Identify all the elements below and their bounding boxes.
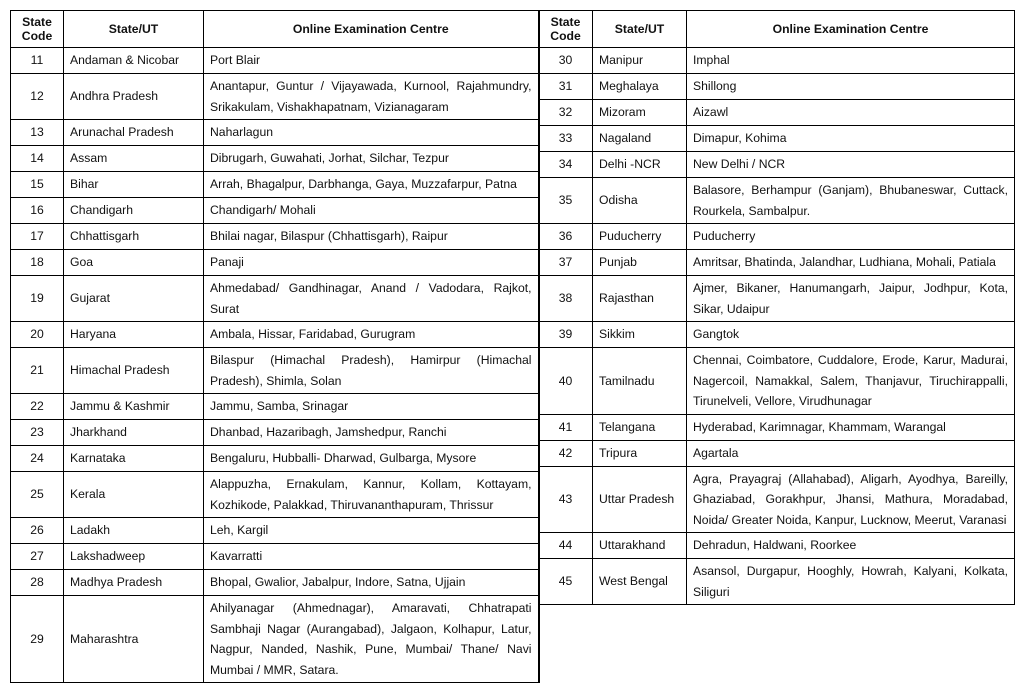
table-row [11, 544, 539, 570]
exam-centre-cell: Puducherry [687, 224, 1015, 250]
exam-centre-cell: Balasore, Berhampur (Ganjam), Bhubaneswar, Cuttack, Rourkela, Sambalpur. [687, 178, 1015, 224]
state-code-cell: 12 [11, 74, 64, 120]
table-row [11, 446, 539, 472]
state-code-cell: 25 [11, 472, 64, 518]
table-body-right [539, 48, 1015, 605]
state-code-cell: 26 [11, 518, 64, 544]
exam-centre-cell: Panaji [204, 250, 539, 276]
exam-centre-cell: Shillong [687, 74, 1015, 100]
state-code-cell: 14 [11, 146, 64, 172]
state-name-cell: Bihar [64, 172, 204, 198]
state-code-cell: 24 [11, 446, 64, 472]
table-row [11, 394, 539, 420]
state-code-cell: 41 [539, 414, 593, 440]
header-state-ut: State/UT [64, 11, 204, 48]
table-header-row [11, 11, 539, 48]
exam-centre-cell: Jammu, Samba, Srinagar [204, 394, 539, 420]
state-code-cell: 45 [539, 559, 593, 605]
state-name-cell: Uttarakhand [593, 533, 687, 559]
exam-centre-cell: Naharlagun [204, 120, 539, 146]
exam-centre-cell: Arrah, Bhagalpur, Darbhanga, Gaya, Muzzafarpur, Patna [204, 172, 539, 198]
table-row [539, 276, 1015, 322]
state-code-cell: 22 [11, 394, 64, 420]
exam-centre-cell: Amritsar, Bhatinda, Jalandhar, Ludhiana, Mohali, Patiala [687, 250, 1015, 276]
table-row [11, 250, 539, 276]
table-row [539, 152, 1015, 178]
state-code-cell: 29 [11, 596, 64, 683]
table-row [11, 596, 539, 683]
table-row [11, 224, 539, 250]
exam-centre-cell: Ahmedabad/ Gandhinagar, Anand / Vadodara, Rajkot, Surat [204, 276, 539, 322]
table-row [539, 322, 1015, 348]
state-name-cell: Meghalaya [593, 74, 687, 100]
state-name-cell: Nagaland [593, 126, 687, 152]
state-code-cell: 42 [539, 440, 593, 466]
exam-centre-cell: Alappuzha, Ernakulam, Kannur, Kollam, Kottayam, Kozhikode, Palakkad, Thiruvananthapuram, Thrissur [204, 472, 539, 518]
table-row [11, 420, 539, 446]
state-code-cell: 33 [539, 126, 593, 152]
exam-centre-cell: Anantapur, Guntur / Vijayawada, Kurnool, Rajahmundry, Srikakulam, Vishakhapatnam, Vizianagaram [204, 74, 539, 120]
table-row [11, 322, 539, 348]
state-code-cell: 30 [539, 48, 593, 74]
header-state-code-line1: State [550, 15, 581, 29]
table-row [539, 440, 1015, 466]
state-name-cell: Gujarat [64, 276, 204, 322]
state-code-cell: 20 [11, 322, 64, 348]
table-row [11, 348, 539, 394]
table-row [11, 120, 539, 146]
exam-centre-cell: Port Blair [204, 48, 539, 74]
header-state-code [11, 11, 64, 48]
exam-centre-cell: Bhopal, Gwalior, Jabalpur, Indore, Satna, Ujjain [204, 570, 539, 596]
state-name-cell: Himachal Pradesh [64, 348, 204, 394]
table-header-row [539, 11, 1015, 48]
exam-centre-cell: Dhanbad, Hazaribagh, Jamshedpur, Ranchi [204, 420, 539, 446]
exam-centre-cell: Dibrugarh, Guwahati, Jorhat, Silchar, Tezpur [204, 146, 539, 172]
table-row [11, 146, 539, 172]
exam-centre-cell: New Delhi / NCR [687, 152, 1015, 178]
exam-centre-cell: Ajmer, Bikaner, Hanumangarh, Jaipur, Jodhpur, Kota, Sikar, Udaipur [687, 276, 1015, 322]
header-state-code-line1: State [22, 15, 52, 29]
state-code-cell: 16 [11, 198, 64, 224]
exam-centre-cell: Leh, Kargil [204, 518, 539, 544]
exam-centre-table-left [10, 10, 540, 683]
state-name-cell: Puducherry [593, 224, 687, 250]
exam-centre-cell: Bengaluru, Hubballi- Dharwad, Gulbarga, Mysore [204, 446, 539, 472]
state-code-cell: 13 [11, 120, 64, 146]
state-code-cell: 15 [11, 172, 64, 198]
state-code-cell: 28 [11, 570, 64, 596]
state-code-cell: 11 [11, 48, 64, 74]
header-exam-centre: Online Examination Centre [204, 11, 539, 48]
state-name-cell: Haryana [64, 322, 204, 348]
table-row [539, 100, 1015, 126]
table-row [539, 224, 1015, 250]
state-name-cell: Chhattisgarh [64, 224, 204, 250]
table-row [539, 74, 1015, 100]
state-name-cell: Odisha [593, 178, 687, 224]
state-name-cell: Uttar Pradesh [593, 466, 687, 533]
table-row [539, 126, 1015, 152]
state-code-cell: 34 [539, 152, 593, 178]
state-name-cell: Delhi -NCR [593, 152, 687, 178]
table-row [11, 570, 539, 596]
table-row [11, 198, 539, 224]
state-name-cell: Manipur [593, 48, 687, 74]
state-name-cell: Andaman & Nicobar [64, 48, 204, 74]
state-code-cell: 39 [539, 322, 593, 348]
table-row [11, 472, 539, 518]
state-name-cell: Rajasthan [593, 276, 687, 322]
exam-centre-cell: Ambala, Hissar, Faridabad, Gurugram [204, 322, 539, 348]
state-name-cell: Andhra Pradesh [64, 74, 204, 120]
state-code-cell: 21 [11, 348, 64, 394]
state-code-cell: 23 [11, 420, 64, 446]
table-row [539, 559, 1015, 605]
state-name-cell: Goa [64, 250, 204, 276]
table-row [11, 518, 539, 544]
exam-centre-cell: Dimapur, Kohima [687, 126, 1015, 152]
exam-centre-cell: Bhilai nagar, Bilaspur (Chhattisgarh), Raipur [204, 224, 539, 250]
table-row [11, 48, 539, 74]
state-name-cell: Madhya Pradesh [64, 570, 204, 596]
header-state-ut: State/UT [593, 11, 687, 48]
exam-centre-cell: Gangtok [687, 322, 1015, 348]
state-code-cell: 38 [539, 276, 593, 322]
header-exam-centre: Online Examination Centre [687, 11, 1015, 48]
state-code-cell: 35 [539, 178, 593, 224]
exam-centre-table-right [538, 10, 1015, 605]
table-row [539, 48, 1015, 74]
table-row [539, 348, 1015, 415]
exam-centre-cell: Bilaspur (Himachal Pradesh), Hamirpur (Himachal Pradesh), Shimla, Solan [204, 348, 539, 394]
exam-centre-cell: Chandigarh/ Mohali [204, 198, 539, 224]
state-code-cell: 44 [539, 533, 593, 559]
state-code-cell: 32 [539, 100, 593, 126]
exam-centre-cell: Ahilyanagar (Ahmednagar), Amaravati, Chhatrapati Sambhaji Nagar (Aurangabad), Jalgaon, Kolhapur, Latur, Nagpur, Nanded, Nashik, Pune, Mumbai/ Thane/ Navi Mumbai / MMR, Satara. [204, 596, 539, 683]
state-name-cell: Tamilnadu [593, 348, 687, 415]
state-code-cell: 43 [539, 466, 593, 533]
state-code-cell: 40 [539, 348, 593, 415]
state-name-cell: Ladakh [64, 518, 204, 544]
table-row [539, 466, 1015, 533]
table-row [539, 414, 1015, 440]
header-state-code-line2: Code [550, 29, 581, 43]
state-name-cell: Lakshadweep [64, 544, 204, 570]
state-name-cell: Tripura [593, 440, 687, 466]
state-name-cell: Maharashtra [64, 596, 204, 683]
state-name-cell: Mizoram [593, 100, 687, 126]
state-name-cell: Karnataka [64, 446, 204, 472]
state-code-cell: 18 [11, 250, 64, 276]
exam-centre-cell: Agartala [687, 440, 1015, 466]
exam-centre-cell: Hyderabad, Karimnagar, Khammam, Warangal [687, 414, 1015, 440]
state-code-cell: 27 [11, 544, 64, 570]
state-code-cell: 19 [11, 276, 64, 322]
table-row [11, 74, 539, 120]
state-code-cell: 36 [539, 224, 593, 250]
state-code-cell: 31 [539, 74, 593, 100]
table-row [11, 276, 539, 322]
state-name-cell: Assam [64, 146, 204, 172]
exam-centre-cell: Asansol, Durgapur, Hooghly, Howrah, Kalyani, Kolkata, Siliguri [687, 559, 1015, 605]
table-row [539, 178, 1015, 224]
exam-centre-cell: Agra, Prayagraj (Allahabad), Aligarh, Ayodhya, Bareilly, Ghaziabad, Gorakhpur, Jhansi, Mathura, Moradabad, Noida/ Greater Noida, Kanpur, Lucknow, Meerut, Varanasi [687, 466, 1015, 533]
state-name-cell: West Bengal [593, 559, 687, 605]
state-name-cell: Arunachal Pradesh [64, 120, 204, 146]
state-name-cell: Kerala [64, 472, 204, 518]
table-row [539, 250, 1015, 276]
table-body-left [11, 48, 539, 683]
state-name-cell: Jharkhand [64, 420, 204, 446]
table-row [539, 533, 1015, 559]
exam-centre-cell: Aizawl [687, 100, 1015, 126]
exam-centre-cell: Chennai, Coimbatore, Cuddalore, Erode, Karur, Madurai, Nagercoil, Namakkal, Salem, Thanjavur, Tiruchirappalli, Tirunelveli, Vellore, Virudhunagar [687, 348, 1015, 415]
exam-centre-cell: Dehradun, Haldwani, Roorkee [687, 533, 1015, 559]
state-name-cell: Punjab [593, 250, 687, 276]
state-name-cell: Telangana [593, 414, 687, 440]
state-code-cell: 37 [539, 250, 593, 276]
exam-centre-cell: Kavarratti [204, 544, 539, 570]
table-row [11, 172, 539, 198]
header-state-code [539, 11, 593, 48]
state-name-cell: Chandigarh [64, 198, 204, 224]
state-name-cell: Jammu & Kashmir [64, 394, 204, 420]
state-code-cell: 17 [11, 224, 64, 250]
header-state-code-line2: Code [21, 29, 53, 43]
state-name-cell: Sikkim [593, 322, 687, 348]
exam-centre-cell: Imphal [687, 48, 1015, 74]
